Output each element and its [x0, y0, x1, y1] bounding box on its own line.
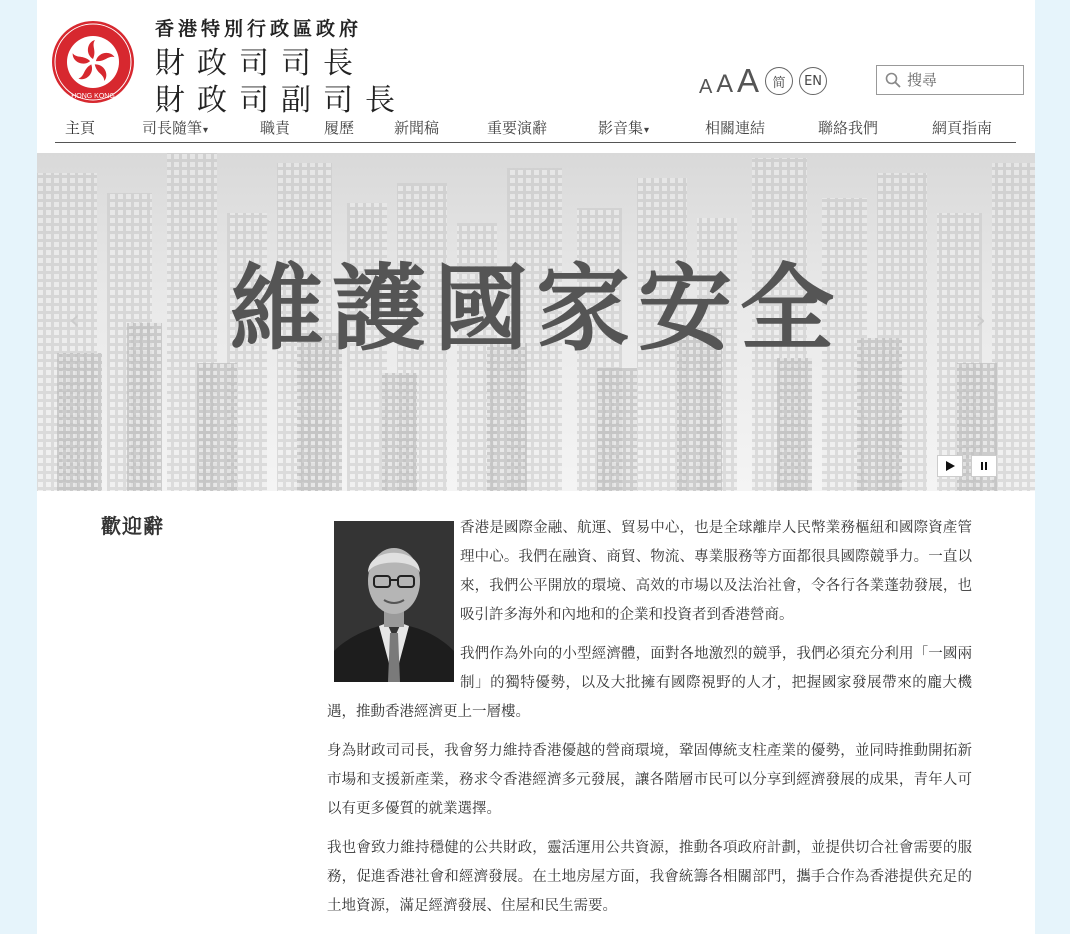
- nav-item-gallery[interactable]: 影音集▾: [598, 119, 650, 137]
- search-icon[interactable]: [885, 72, 901, 88]
- nav-item-related-links[interactable]: 相關連結: [705, 119, 766, 137]
- main-nav: [55, 112, 1016, 143]
- font-size-large-button[interactable]: A: [737, 62, 760, 99]
- welcome-paragraph: 香港是國際金融、航運、貿易中心，也是全球離岸人民幣業務樞紐和國際資產管理中心。我們在融資、商貿、物流、專業服務等方面都很具國際競爭力。一直以來，我們公平開放的環境、高效的市場以及法治社會，令各行各業蓬勃發展，也吸引許多海外和內地和的企業和投資者到香港營商。: [460, 520, 972, 623]
- welcome-paragraph: 身為財政司司長，我會努力維持香港優越的營商環境，鞏固傳統支柱產業的優勢，並同時推動開拓新市場和支援新產業，務求令香港經濟多元發展，讓各階層市民可以分享到經濟發展的成果，青年人可以有更多優質的就業選擇。: [327, 743, 972, 817]
- nav-item-contact-us[interactable]: 聯絡我們: [818, 119, 879, 137]
- play-button[interactable]: [937, 455, 963, 477]
- nav-item-speeches[interactable]: 重要演辭: [487, 119, 548, 137]
- nav-item-site-guide[interactable]: 網頁指南: [932, 119, 993, 137]
- welcome-paragraph: 我也會致力維持穩健的公共財政，靈活運用公共資源，推動各項政府計劃，並提供切合社會需要的服務，促進香港社會和經濟發展。在土地房屋方面，我會統籌各相關部門，攜手合作為香港提供充足的土地資源，滿足經濟發展、住屋和民生需要。: [327, 840, 972, 914]
- welcome-heading: 歡迎辭: [101, 514, 164, 538]
- chevron-down-icon: ▾: [203, 125, 209, 136]
- chevron-right-icon[interactable]: ›: [975, 303, 987, 336]
- government-name: 香港特別行政區政府: [155, 18, 363, 40]
- nav-item-duties[interactable]: 職責: [260, 119, 291, 137]
- play-icon: [945, 461, 955, 471]
- hksar-emblem-logo[interactable]: [51, 20, 135, 104]
- title-financial-secretary: 財政司司長: [155, 46, 365, 81]
- font-size-medium-button[interactable]: A: [716, 70, 734, 98]
- welcome-text: [327, 514, 972, 931]
- title-deputy-financial-secretary: 財政司副司長: [155, 83, 407, 118]
- nav-item-press-releases[interactable]: 新聞稿: [394, 119, 440, 137]
- nav-item-home[interactable]: 主頁: [65, 119, 96, 137]
- english-button[interactable]: EN: [799, 67, 827, 95]
- pause-button[interactable]: [971, 455, 997, 477]
- font-size-toolbar: [699, 64, 827, 97]
- search-box: [876, 65, 1024, 95]
- chevron-left-icon[interactable]: ‹: [69, 303, 81, 336]
- nav-item-blog[interactable]: 司長隨筆▾: [142, 119, 209, 137]
- welcome-paragraph: 我們作為外向的小型經濟體，面對各地激烈的競爭，我們必須充分利用「一國兩制」的獨特優勢，以及大批擁有國際視野的人才，把握國家發展帶來的龐大機遇，推動香港經濟更上一層樓。: [327, 646, 972, 720]
- emblem-text: HONG KONG: [71, 93, 115, 100]
- chevron-down-icon: ▾: [644, 125, 650, 136]
- page: [37, 0, 1035, 934]
- banner-title: 維護國家安全: [229, 255, 842, 364]
- photo-spacer: [327, 514, 460, 682]
- search-input[interactable]: [905, 70, 1019, 90]
- banner-slideshow[interactable]: [37, 153, 1035, 491]
- font-size-small-button[interactable]: A: [699, 76, 713, 98]
- simplified-chinese-button[interactable]: 简: [765, 67, 793, 95]
- pause-icon: [979, 461, 989, 471]
- nav-item-biography[interactable]: 履歷: [324, 119, 355, 137]
